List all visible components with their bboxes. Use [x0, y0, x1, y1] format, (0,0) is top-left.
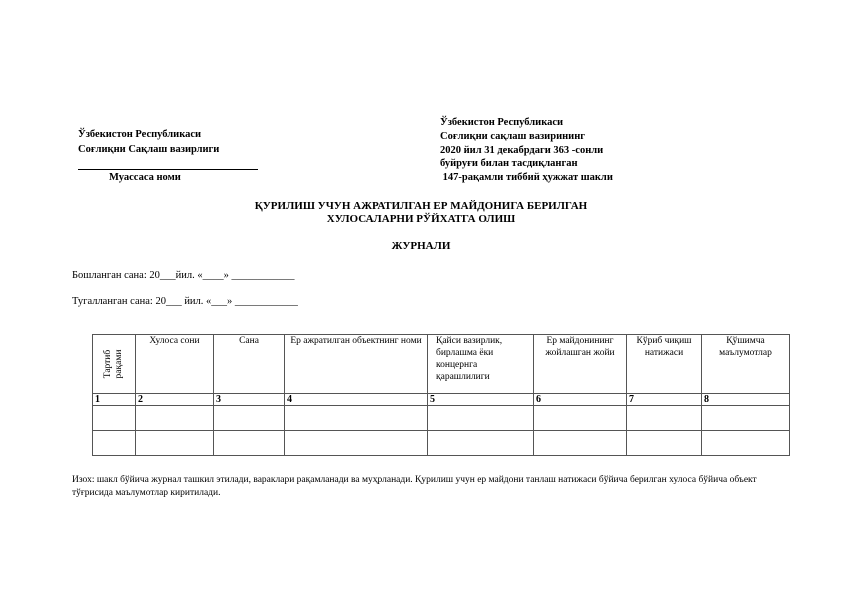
document-title-line1: ҚУРИЛИШ УЧУН АЖРАТИЛГАН ЕР МАЙДОНИГА БЕРИЛГАН [254, 200, 588, 212]
header-review-result: Кўриб чиқиш натижаси [627, 335, 702, 394]
header-order-number [93, 335, 136, 394]
left-header [78, 127, 258, 185]
table-cell [534, 431, 627, 456]
table-cell [285, 431, 428, 456]
header-date: Сана [214, 335, 285, 394]
column-number: 3 [214, 394, 285, 406]
journal-title: ЖУРНАЛИ [391, 240, 451, 252]
table-cell [214, 406, 285, 431]
right-header-ministry: Соғлиқни сақлаш вазирининг [440, 130, 586, 142]
table-row [93, 406, 790, 431]
column-number: 4 [285, 394, 428, 406]
table-header-row [93, 335, 790, 394]
table-cell [428, 431, 534, 456]
left-header-ministry: Соғлиқни Сақлаш вазирлиги [78, 144, 220, 155]
left-header-republic: Ўзбекистон Республикаси [78, 129, 202, 140]
column-number: 7 [627, 394, 702, 406]
institution-name-caption: Муассаса номи [109, 172, 181, 183]
header-object-name: Ер ажратилган объектнинг номи [285, 335, 428, 394]
table-cell [534, 406, 627, 431]
table-cell [702, 431, 790, 456]
column-number: 1 [93, 394, 136, 406]
document-title [0, 200, 842, 226]
table-cell [285, 406, 428, 431]
header-ministry-affiliation: Қайси вазирлик, бирлашма ёки концернга қарашлилиги [428, 335, 534, 394]
header-order-number-label: Тартиб рақами [103, 349, 124, 379]
start-date-field: Бошланган сана: 20___йил. «____» ____________ [72, 270, 295, 281]
table-cell [93, 406, 136, 431]
column-number: 2 [136, 394, 214, 406]
column-number: 5 [428, 394, 534, 406]
table-column-numbers-row [93, 394, 790, 406]
table-cell [93, 431, 136, 456]
column-number: 8 [702, 394, 790, 406]
header-additional-info: Қўшимча маълумотлар [702, 335, 790, 394]
header-land-location: Ер майдонининг жойлашган жойи [534, 335, 627, 394]
right-header-republic: Ўзбекистон Республикаси [440, 117, 564, 128]
right-header [440, 116, 613, 185]
institution-name-line [78, 157, 258, 170]
footnote: Изох: шакл бўйича журнал ташкил этилади, вараклари рақамланади ва муҳрланади. Қурилиш учун ер майдони танлаш натижаси бўйича берилган хулоса бўйича объект тўғрисида маълумотлар киритилади. [72, 475, 757, 498]
document-title-line2: ХУЛОСАЛАРНИ РЎЙХАТГА ОЛИШ [326, 213, 516, 225]
header-conclusion-number: Хулоса сони [136, 335, 214, 394]
end-date-field: Тугалланган сана: 20___ йил. «___» ____________ [72, 296, 298, 307]
table-cell [136, 431, 214, 456]
table-row [93, 431, 790, 456]
table-cell [702, 406, 790, 431]
registration-table [92, 334, 790, 456]
right-header-approved: буйруғи билан тасдиқланган [440, 158, 578, 170]
table-cell [428, 406, 534, 431]
right-header-form-number: 147-рақамли тиббий ҳужжат шакли [440, 172, 613, 184]
table-cell [136, 406, 214, 431]
right-header-order-date: 2020 йил 31 декабрдаги 363 -сонли [440, 144, 604, 156]
column-number: 6 [534, 394, 627, 406]
table-cell [214, 431, 285, 456]
table-cell [627, 406, 702, 431]
table-cell [627, 431, 702, 456]
